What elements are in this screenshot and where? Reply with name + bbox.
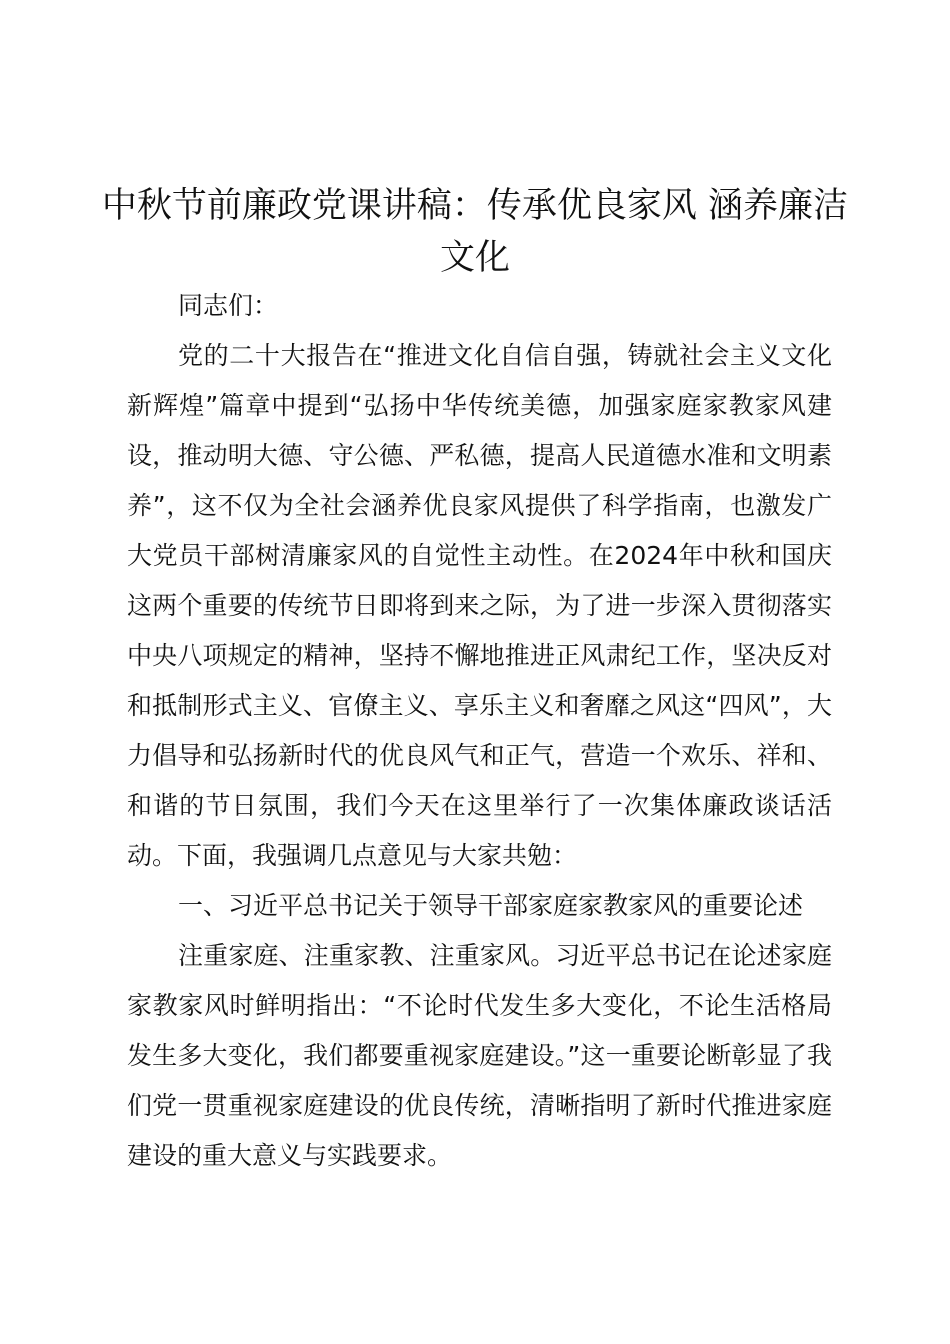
document-title: 中秋节前廉政党课讲稿：传承优良家风 涵养廉洁文化 — [101, 186, 849, 278]
section-paragraph: 注重家庭、注重家教、注重家风。习近平总书记在论述家庭家教家风时鲜明指出：“不论时代发生多大变化，不论生活格局发生多大变化，我们都要重视家庭建设。”这一重要论断彰显了我们党一贯重视家庭建设的优良传统，清晰指明了新时代推进家庭建设的重大意义与实践要求。 — [127, 941, 832, 1170]
body-paragraph: 党的二十大报告在“推进文化自信自强，铸就社会主义文化新辉煌”篇章中提到“弘扬中华传统美德，加强家庭家教家风建设，推动明大德、守公德、严私德，提高人民道德水准和文明素养”，这不仅为全社会涵养优良家风提供了科学指南，也激发广大党员干部树清廉家风的自觉性主动性。在2024年中秋和国庆这两个重要的传统节日即将到来之际，为了进一步深入贯彻落实中央八项规定的精神，坚持不懈地推进正风肃纪工作，坚决反对和抵制形式主义、官僚主义、享乐主义和奢靡之风这“四风”，大力倡导和弘扬新时代的优良风气和正气，营造一个欢乐、祥和、和谐的节日氛围，我们今天在这里举行了一次集体廉政谈话活动。下面，我强调几点意见与大家共勉： — [127, 341, 832, 870]
document-body — [127, 281, 832, 1181]
salutation: 同志们： — [178, 291, 279, 320]
section-heading: 一、习近平总书记关于领导干部家庭家教家风的重要论述 — [178, 891, 804, 920]
